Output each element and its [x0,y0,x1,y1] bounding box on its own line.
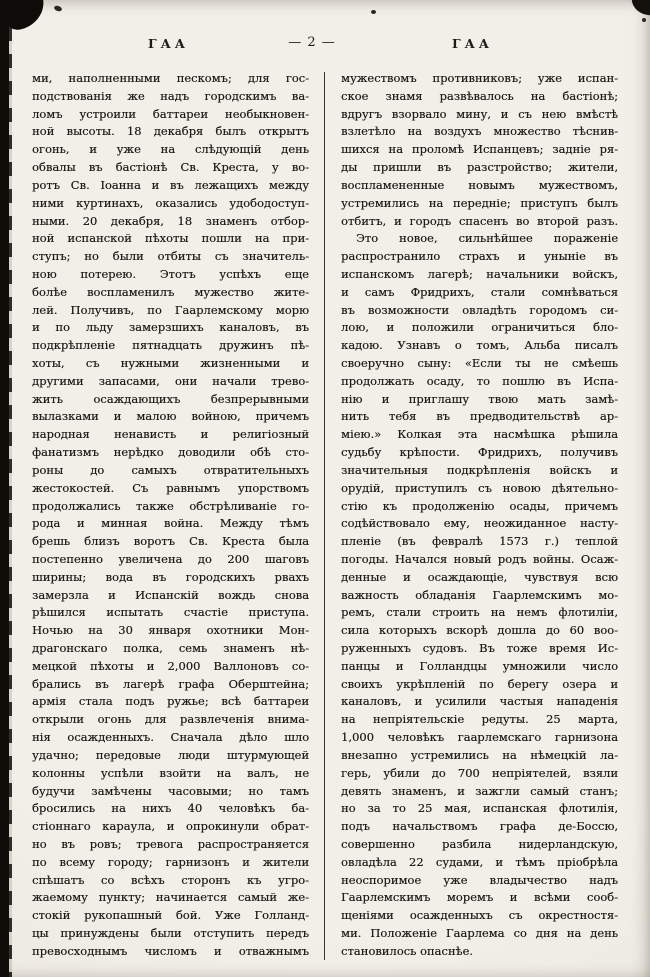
text-line: шихся на проломѣ Испанцевъ; задніе ря- [341,142,618,157]
text-line: подкрѣпленіе пятнадцать дружинъ пѣ- [32,338,309,353]
text-line: постепенно увеличена до 200 шаговъ [32,551,309,566]
text-line: армія стала подъ ружье; всѣ баттареи [32,694,309,709]
text-line: пленіе (въ февралѣ 1573 г.) теплой [341,534,618,549]
text-line: жестокостей. Съ равнымъ упорствомъ [32,480,309,495]
text-line: своихъ укрѣпленій по берегу озера и [341,676,618,691]
text-line: подъ начальствомъ графа де-Боссю, [341,819,618,834]
text-line: рѣшился испытать счастіе приступа. [32,605,309,620]
text-line: ной испанской пѣхоты пошли на при- [32,231,309,246]
text-line: но за то 25 мая, испанская флотилія, [341,801,618,816]
text-line: колонны успѣли взойти на валъ, не [32,765,309,780]
text-line: лей. Получивъ, по Гаарлемскому морю [32,302,309,317]
text-line: стокій рукопашный бой. Уже Голланд- [32,908,309,923]
text-line: нія осажденныхъ. Сначала дѣло шло [32,730,309,745]
text-line: болѣе воспламенилъ мужество жите- [32,284,309,299]
text-line: стіоннаго караула, и опрокинули обрат- [32,819,309,834]
text-line: своеручно сыну: «Если ты не смѣешь [341,356,618,370]
text-line: распространило страхъ и уныніе въ [341,249,618,264]
text-line: и по льду замерзшихъ каналовъ, въ [32,320,309,335]
text-column-left [32,70,309,961]
text-line: подствованія же надъ городскимъ ва- [32,88,309,103]
text-line: ды пришли въ разстройство; жители, [341,160,618,175]
text-line: устремились на передніе; приступъ былъ [341,195,618,210]
text-line: ной высоты. 18 декабря былъ открытъ [32,124,309,139]
text-line: продолжались также обстрѣливаніе го- [32,498,309,513]
text-line: погоды. Начался новый родъ войны. Осаж- [341,551,618,566]
text-line: Гаарлемскимъ моремъ и всѣми сооб- [341,890,618,905]
text-line: важность обладанія Гаарлемскимъ мо- [341,587,618,602]
column-divider-rule [324,72,325,960]
text-line: превосходнымъ числомъ и отважнымъ [32,943,309,958]
text-line: міею.» Колкая эта насмѣшка рѣшила [341,427,618,442]
text-line: ремъ, стали строить на немъ флотиліи, [341,605,618,620]
text-line: испанскомъ лагерѣ; начальники войскъ, [341,266,618,281]
text-line: брались въ лагерѣ графа Оберштейна; [32,676,309,691]
text-line: значительныя подкрѣпленія войскъ и [341,462,618,477]
scan-edge-left-artifact [0,0,9,977]
text-line: неоспоримое уже владычество надъ [341,872,618,887]
text-line: ною потерею. Этотъ успѣхъ еще [32,266,309,281]
text-line: герь, убили до 700 непріятелей, взяли [341,765,618,780]
running-title-left: ГАА [148,36,189,51]
text-line: содѣйствовало ему, неожиданное насту- [341,516,618,531]
text-line: ротъ Св. Іоанна и въ лежащихъ между [32,177,309,192]
text-line: девять знаменъ, и зажгли самый станъ; [341,783,618,798]
text-line: Ночью на 30 января охотники Мон- [32,623,309,638]
text-line: воспламененные новымъ мужествомъ, [341,177,618,192]
text-line: обвалы въ бастіонѣ Св. Креста, у во- [32,160,309,175]
text-line: руженныхъ судовъ. Въ тоже время Ис- [341,641,618,655]
text-line: жить осаждающихъ безпрерывными [32,391,309,406]
text-line: ними куртинахъ, оказались удободоступ- [32,195,309,210]
text-line: ширины; вода въ городскихъ рвахъ [32,569,309,584]
text-line: денные и осаждающіе, чувствуя всю [341,569,618,584]
text-line: мецкой пѣхоты и 2,000 Валлоновъ со- [32,658,309,673]
text-line: вдругъ взорвало мину, и съ нею вмѣстѣ [341,106,618,121]
page-number: — 2 — [288,35,336,50]
text-line: хоты, съ нужными жизненными и [32,356,309,370]
text-line: ступъ; но были отбиты съ значитель- [32,249,309,264]
text-line: въ возможности овладѣть городомъ си- [341,302,618,317]
text-line: ми, наполненными пескомъ; для гос- [32,71,309,85]
text-line: нію и приглашу твою мать замѣ- [341,391,618,406]
text-line: совершенно разбила нидерландскую, [341,836,618,851]
page-header [0,0,650,60]
text-line: ломъ устроили баттареи необыкновен- [32,106,309,121]
text-line: 1,000 человѣкъ гаарлемскаго гарнизона [341,730,618,745]
text-line: лою, и положили ограничиться бло- [341,320,618,335]
text-line: но въ ровъ; тревога распространяется [32,836,309,851]
text-line: огонь, и уже на слѣдующій день [32,142,309,157]
text-line: продолжать осаду, то пошлю въ Испа- [341,373,618,388]
text-line: брешь близъ воротъ Св. Креста была [32,534,309,549]
text-line: орудій, приступилъ съ новою дѣятельно- [341,480,618,495]
text-line: становилось опаснѣе. [341,943,473,958]
text-line: вылазками и малою войною, причемъ [32,409,309,424]
text-line: ми. Положеніе Гаарлема со дня на день [341,926,618,940]
text-line: ское знамя развѣвалось на бастіонѣ; [341,88,618,103]
text-line: цы принуждены были отступить передъ [32,926,309,940]
text-line: сила которыхъ вскорѣ дошла до 60 воо- [341,623,618,638]
text-line: мужествомъ противниковъ; уже испан- [341,71,618,85]
text-line: драгонскаго полка, семь знаменъ нѣ- [32,641,309,655]
text-line: рода и минная война. Между тѣмъ [32,516,309,531]
text-line: нить тебя въ предводительствѣ ар- [341,409,618,424]
text-line: каналовъ, и усилили частыя нападенія [341,694,618,709]
text-line: другими запасами, они начали трево- [32,373,309,388]
text-line: замерзла и Испанскій вождь снова [32,587,309,602]
text-line: и самъ Фридрихъ, стали сомнѣваться [341,284,618,299]
text-line: народная ненависть и религіозный [32,427,309,442]
text-line: по всему городу; гарнизонъ и жители [32,854,309,869]
text-line: стію къ продолженію осады, причемъ [341,498,618,513]
text-line: Это новое, сильнѣйшее пораженіе [356,231,618,246]
text-line: спѣшатъ со всѣхъ сторонъ къ угро- [32,872,309,887]
text-line: фанатизмъ нерѣдко доводили обѣ сто- [32,445,309,460]
text-line: ными. 20 декабря, 18 знаменъ отбор- [32,213,309,228]
text-line: щеніями осажденныхъ съ окрестностя- [341,908,618,923]
text-line: панцы и Голландцы умножили число [341,658,618,673]
text-line: отбитъ, и городъ спасенъ во второй разъ. [341,213,618,228]
text-line: бросились на нихъ 40 человѣкъ ба- [32,801,309,816]
text-line: жаемому пункту; начинается самый же- [32,890,309,905]
text-line: овладѣла 22 судами, и тѣмъ пріобрѣла [341,854,618,869]
text-line: взлетѣло на воздухъ множество тѣснив- [341,124,618,139]
text-line: внезапно устремились на нѣмецкій ла- [341,747,618,762]
text-line: роны до самыхъ отвратительныхъ [32,462,309,477]
text-line: на непріятельскіе редуты. 25 марта, [341,712,618,727]
running-title-right: ГАА [452,36,493,51]
text-column-right [341,70,618,961]
text-line: удачно; передовые люди штурмующей [32,747,309,762]
text-line: открыли огонь для развлеченія внима- [32,712,309,727]
text-line: судьбу крѣпости. Фридрихъ, получивъ [341,445,618,460]
text-line: будучи замѣчены часовыми; но тамъ [32,783,309,798]
text-line: кадою. Узнавъ о томъ, Альба писалъ [341,338,618,353]
